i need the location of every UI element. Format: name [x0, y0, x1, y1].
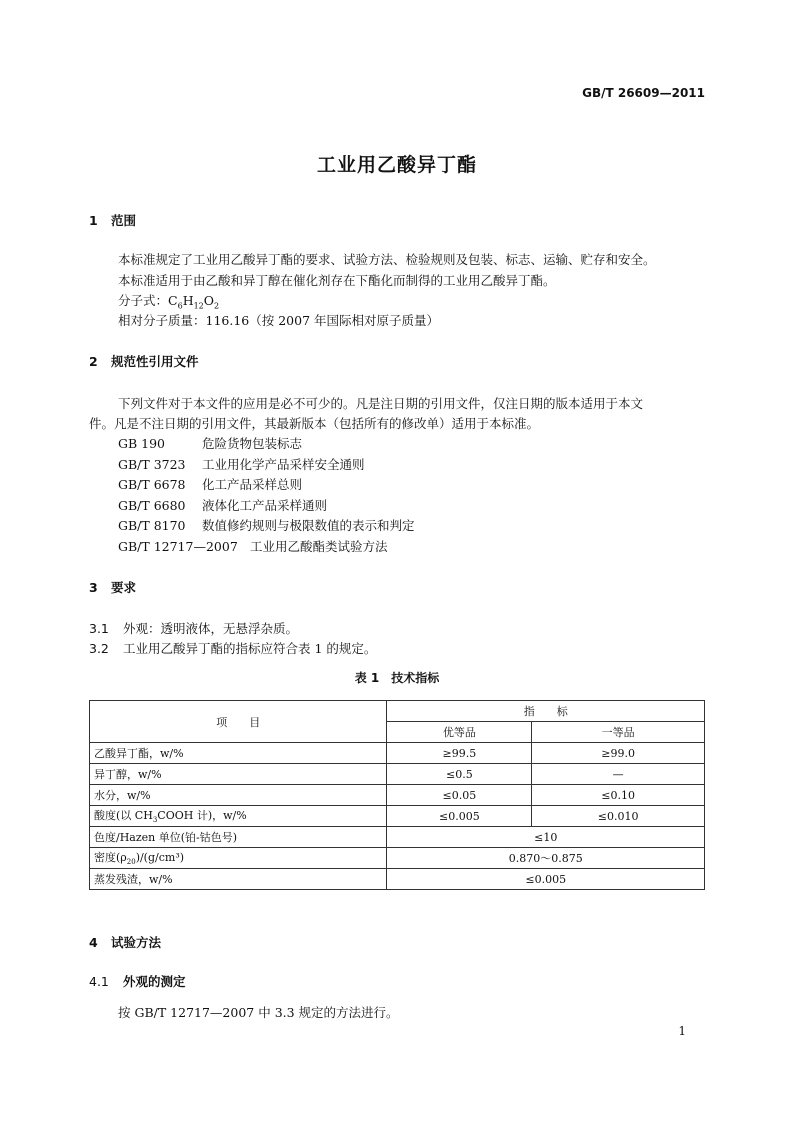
- table-row: [90, 764, 705, 785]
- premium-value: ≤0.005: [387, 806, 532, 827]
- clause-3-1: [89, 619, 298, 637]
- reference-code: GB/T 6678: [118, 477, 186, 492]
- header-item: 项 目: [90, 701, 387, 743]
- reference-title: 液体化工产品采样通则: [202, 498, 328, 513]
- clause-4-1-text: 按 GB/T 12717—2007 中 3.3 规定的方法进行。: [118, 1005, 399, 1020]
- reference-item: [118, 496, 327, 514]
- row-item: 色度/Hazen 单位(铂-钴色号): [90, 827, 387, 848]
- section-number: 2: [89, 354, 98, 369]
- clause-text: 工业用乙酸异丁酯的指标应符合表 1 的规定。: [123, 641, 377, 656]
- formula-subscript: 2: [214, 301, 220, 311]
- row-item-text: COOH 计)，w/%: [157, 809, 247, 823]
- row-item-subscript: 3: [152, 816, 158, 825]
- section-3-heading: [89, 578, 136, 596]
- reference-code: GB/T 6680: [118, 498, 186, 513]
- scope-paragraph-1: 本标准规定了工业用乙酸异丁酯的要求、试验方法、检验规则及包装、标志、运输、贮存和安全。: [118, 252, 656, 267]
- clause-number: 3.2: [89, 641, 109, 656]
- table-row: [90, 806, 705, 827]
- premium-value: ≥99.5: [387, 743, 532, 764]
- first-grade-value: ≥99.0: [532, 743, 705, 764]
- merged-value: ≤0.005: [387, 869, 705, 890]
- row-item: 乙酸异丁酯，w/%: [90, 743, 387, 764]
- clause-3-2: [89, 639, 376, 657]
- clause-text: 外观：透明液体，无悬浮杂质。: [123, 621, 299, 636]
- reference-item: [118, 537, 388, 555]
- reference-code: GB/T 3723: [118, 457, 186, 472]
- section-1-heading: [89, 211, 136, 229]
- row-item: 水分，w/%: [90, 785, 387, 806]
- reference-title: 工业用乙酸酯类试验方法: [250, 539, 388, 554]
- formula-element: O: [203, 293, 215, 308]
- technical-indicators-table: [89, 700, 705, 890]
- references-paragraph-line2: 件。凡是不注日期的引用文件，其最新版本（包括所有的修改单）适用于本标准。: [89, 416, 540, 431]
- formula-element: H: [182, 293, 194, 308]
- row-item-text: 密度(ρ: [94, 851, 127, 865]
- header-first-grade: 一等品: [532, 722, 705, 743]
- row-item: [90, 806, 387, 827]
- section-title: 试验方法: [111, 935, 162, 950]
- reference-item: [118, 516, 415, 534]
- reference-code: GB/T 12717—2007: [118, 539, 238, 554]
- row-item: [90, 848, 387, 869]
- section-2-heading: [89, 352, 199, 370]
- first-grade-value: ≤0.010: [532, 806, 705, 827]
- section-title: 规范性引用文件: [111, 354, 199, 369]
- merged-value: ≤10: [387, 827, 705, 848]
- section-number: 1: [89, 213, 98, 228]
- reference-item: [118, 434, 302, 452]
- document-title: 工业用乙酸异丁酯: [316, 154, 477, 176]
- header-premium-grade: 优等品: [387, 722, 532, 743]
- table-row: [90, 743, 705, 764]
- table-row: [90, 827, 705, 848]
- table-header-row: [90, 701, 705, 722]
- premium-value: ≤0.5: [387, 764, 532, 785]
- first-grade-value: ≤0.10: [532, 785, 705, 806]
- merged-value: 0.870～0.875: [387, 848, 705, 869]
- clause-title: 外观的测定: [123, 974, 186, 989]
- table-row: [90, 869, 705, 890]
- references-paragraph-line1: 下列文件对于本文件的应用是必不可少的。凡是注日期的引用文件，仅注日期的版本适用于本文: [118, 396, 644, 411]
- reference-title: 危险货物包装标志: [202, 436, 303, 451]
- table-row: [90, 848, 705, 869]
- row-item-text: )/(g/cm³): [135, 851, 185, 865]
- reference-item: [118, 455, 365, 473]
- scope-paragraph-2: 本标准适用于由乙酸和异丁醇在催化剂存在下酯化而制得的工业用乙酸异丁酯。: [118, 273, 556, 288]
- formula-subscript: 12: [193, 301, 204, 311]
- reference-code: GB/T 8170: [118, 518, 186, 533]
- molecular-formula: [118, 291, 219, 311]
- reference-code: GB 190: [118, 436, 166, 451]
- molecular-mass: 相对分子质量：116.16（按 2007 年国际相对原子质量）: [118, 313, 439, 328]
- section-number: 3: [89, 580, 98, 595]
- row-item-text: 酸度(以 CH: [94, 809, 153, 823]
- row-item-subscript: 20: [126, 858, 136, 867]
- reference-title: 工业用化学产品采样安全通则: [202, 457, 365, 472]
- section-4-heading: [89, 933, 161, 951]
- premium-value: ≤0.05: [387, 785, 532, 806]
- first-grade-value: —: [532, 764, 705, 785]
- formula-label: 分子式：: [118, 293, 169, 308]
- row-item: 蒸发残渣，w/%: [90, 869, 387, 890]
- section-title: 范围: [111, 213, 137, 228]
- page-number: 1: [678, 1024, 686, 1038]
- header-index: 指 标: [387, 701, 705, 722]
- section-title: 要求: [111, 580, 137, 595]
- standard-number: GB/T 26609—2011: [582, 86, 705, 100]
- section-number: 4: [89, 935, 98, 950]
- reference-title: 数值修约规则与极限数值的表示和判定: [202, 518, 415, 533]
- table-caption: 表 1 技术指标: [354, 671, 440, 685]
- reference-title: 化工产品采样总则: [202, 477, 303, 492]
- table-row: [90, 785, 705, 806]
- clause-number: 4.1: [89, 974, 109, 989]
- formula-element: C: [168, 293, 178, 308]
- formula-subscript: 6: [177, 301, 183, 311]
- clause-number: 3.1: [89, 621, 109, 636]
- reference-item: [118, 475, 302, 493]
- row-item: 异丁醇，w/%: [90, 764, 387, 785]
- clause-4-1-heading: [89, 972, 186, 990]
